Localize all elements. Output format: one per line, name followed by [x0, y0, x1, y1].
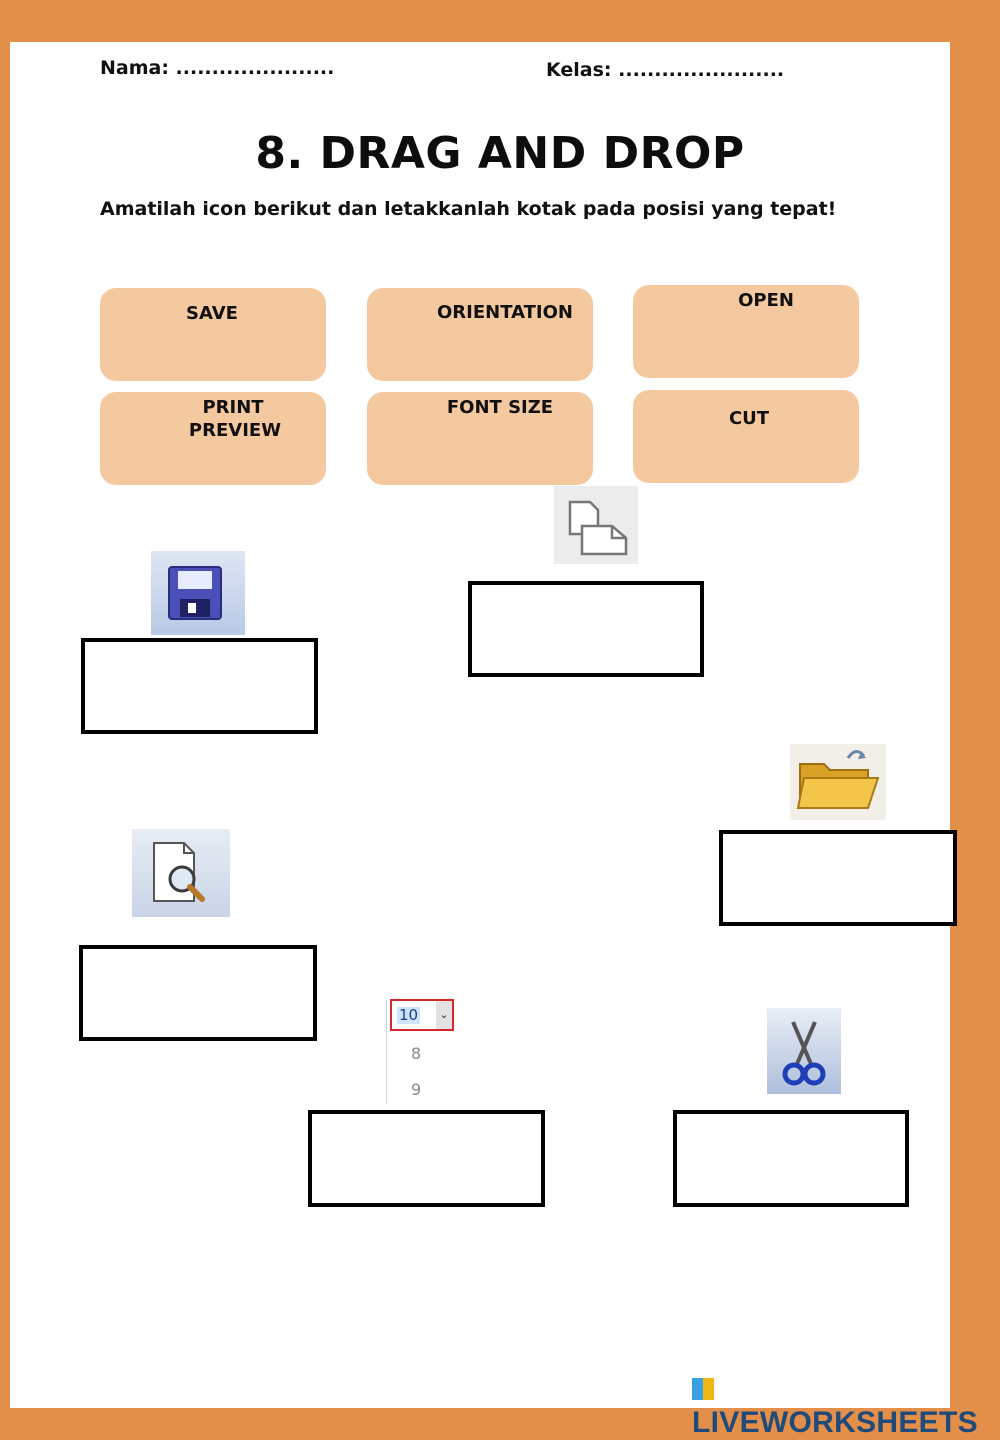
card-print-preview-line2: PREVIEW [188, 420, 282, 441]
card-orientation-label: ORIENTATION [437, 302, 573, 323]
folder-open-icon [790, 744, 886, 820]
card-cut-label: CUT [728, 408, 770, 429]
card-open-label: OPEN [738, 290, 794, 311]
font-size-option[interactable]: 8 [411, 1044, 422, 1063]
card-orientation[interactable] [367, 288, 593, 381]
drop-box-open[interactable] [719, 830, 957, 926]
liveworksheets-logo [692, 1372, 1000, 1440]
card-save[interactable] [100, 288, 326, 381]
card-open[interactable] [633, 285, 859, 378]
floppy-disk-icon [151, 551, 245, 635]
font-size-select[interactable] [390, 999, 454, 1031]
name-label: Nama: ...................... [100, 57, 335, 79]
font-size-option[interactable]: 9 [411, 1080, 422, 1099]
instruction-text: Amatilah icon berikut dan letakkanlah kotak pada posisi yang tepat! [100, 198, 837, 220]
print-preview-icon [132, 829, 230, 917]
orientation-pages-icon [554, 486, 638, 564]
drop-box-font-size[interactable] [308, 1110, 545, 1207]
page-title: 8. DRAG AND DROP [255, 128, 745, 179]
drop-box-orientation[interactable] [468, 581, 704, 677]
card-save-label: SAVE [186, 303, 238, 324]
drop-box-print-preview[interactable] [79, 945, 317, 1041]
class-label: Kelas: ....................... [546, 59, 785, 81]
drop-box-cut[interactable] [673, 1110, 909, 1207]
card-font-size-label: FONT SIZE [446, 397, 554, 418]
card-cut[interactable] [633, 390, 859, 483]
brand-text: LIVEWORKSHEETS [692, 1406, 978, 1439]
font-size-dropdown-icon [383, 996, 463, 1106]
drop-box-save[interactable] [81, 638, 318, 734]
scissors-icon [767, 1008, 841, 1094]
card-print-preview[interactable] [100, 392, 326, 485]
card-font-size[interactable] [367, 392, 593, 485]
font-size-selected-value: 10 [399, 1006, 419, 1024]
chevron-down-icon: ⌄ [436, 1001, 452, 1029]
logo-mark-icon [692, 1378, 714, 1400]
card-print-preview-line1: PRINT [202, 397, 264, 418]
